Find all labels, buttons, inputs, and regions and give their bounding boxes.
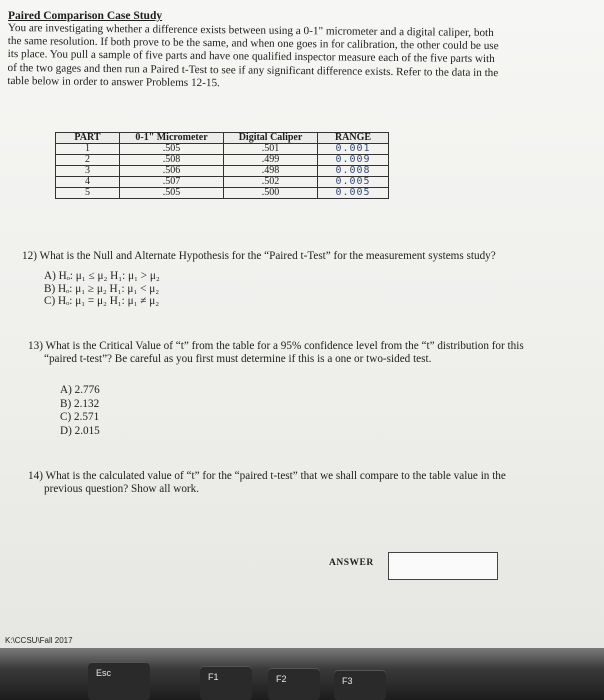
cell-caliper: .498 — [224, 166, 318, 177]
cell-part: 2 — [56, 155, 120, 166]
table-header-row — [56, 133, 389, 144]
option-c: C) Hₒ: μ₁ = μ₂ H₁: μ₁ ≠ μ₂ — [44, 295, 160, 307]
answer-label: ANSWER — [329, 558, 374, 568]
cell-range: 0.008 — [318, 166, 389, 177]
option-c: C) 2.571 — [60, 411, 100, 423]
answer-box[interactable] — [388, 552, 498, 580]
cell-caliper: .499 — [224, 155, 318, 166]
table-row — [56, 188, 389, 199]
footer-path: K:\CCSU\Fall 2017 — [5, 636, 73, 645]
intro-line: You are investigating whether a difference exists between using a 0-1" micrometer and a digital caliper, both — [7, 22, 494, 40]
cell-range: 0.009 — [318, 155, 389, 166]
header-micrometer: 0-1" Micrometer — [120, 133, 224, 144]
key-label: Esc — [96, 668, 112, 678]
table-row — [56, 144, 389, 155]
option-d: D) 2.015 — [60, 424, 100, 437]
key-esc[interactable] — [88, 662, 150, 700]
cell-micrometer: .505 — [120, 144, 224, 155]
intro-line: table below in order to answer Problems 12-15. — [7, 74, 220, 90]
cell-part: 5 — [56, 188, 120, 199]
cell-range: 0.001 — [318, 144, 389, 155]
question-13-options — [60, 384, 100, 438]
cell-micrometer: .508 — [120, 155, 224, 166]
question-13-line: “paired t-test”? Be careful as you first must determine if this is a one or two-sided test. — [44, 353, 432, 365]
question-13 — [28, 340, 603, 366]
header-caliper: Digital Caliper — [224, 133, 318, 144]
option-b: B) Hₒ: μ₁ ≥ μ₂ H₁: μ₁ < μ₂ — [44, 282, 160, 295]
intro-paragraph — [7, 22, 602, 94]
cell-range: 0.005 — [318, 177, 389, 188]
cell-part: 3 — [56, 166, 120, 177]
cell-caliper: .500 — [224, 188, 318, 199]
key-label: F3 — [342, 676, 353, 686]
cell-range: 0.005 — [318, 188, 389, 199]
question-12-options — [44, 270, 160, 308]
intro-line: the same resolution. If both prove to be the same, and when one goes in for calibration, the other could be use — [7, 35, 499, 53]
header-range: RANGE — [318, 133, 389, 144]
page-title: Paired Comparison Case Study — [8, 10, 163, 22]
key-f1[interactable] — [200, 666, 252, 700]
keyboard — [0, 648, 604, 700]
question-14-line: previous question? Show all work. — [44, 483, 200, 495]
key-label: F2 — [276, 674, 287, 684]
table-row — [56, 155, 389, 166]
cell-micrometer: .505 — [120, 188, 224, 199]
table-row — [56, 177, 389, 188]
intro-line: of the two gages and then run a Paired t-Test to see if any significant difference exists. Refer to the data in the — [7, 61, 499, 79]
option-a: A) Hₒ: μ₁ ≤ μ₂ H₁: μ₁ > μ₂ — [44, 270, 160, 282]
question-12 — [22, 250, 602, 263]
cell-part: 1 — [56, 144, 120, 155]
cell-micrometer: .507 — [120, 177, 224, 188]
question-14-line: 14) What is the calculated value of “t” for the “paired t-test” that we shall compare to the table value in the — [28, 470, 506, 482]
measurement-table — [55, 132, 389, 199]
cell-micrometer: .506 — [120, 166, 224, 177]
key-label: F1 — [208, 672, 219, 682]
question-12-text: 12) What is the Null and Alternate Hypothesis for the “Paired t-Test” for the measurement systems study? — [22, 250, 496, 262]
key-f3[interactable] — [334, 670, 386, 700]
cell-part: 4 — [56, 177, 120, 188]
cell-caliper: .502 — [224, 177, 318, 188]
table-row — [56, 166, 389, 177]
question-14 — [28, 470, 603, 496]
cell-caliper: .501 — [224, 144, 318, 155]
key-f2[interactable] — [268, 668, 320, 700]
header-part: PART — [56, 133, 120, 144]
intro-line: its place. You pull a sample of five parts and have one qualified inspector measure each of the five parts with — [7, 48, 495, 66]
option-b: B) 2.132 — [60, 397, 100, 410]
question-13-line: 13) What is the Critical Value of “t” from the table for a 95% confidence level from the “t” distribution for this — [28, 340, 524, 352]
option-a: A) 2.776 — [60, 384, 100, 396]
